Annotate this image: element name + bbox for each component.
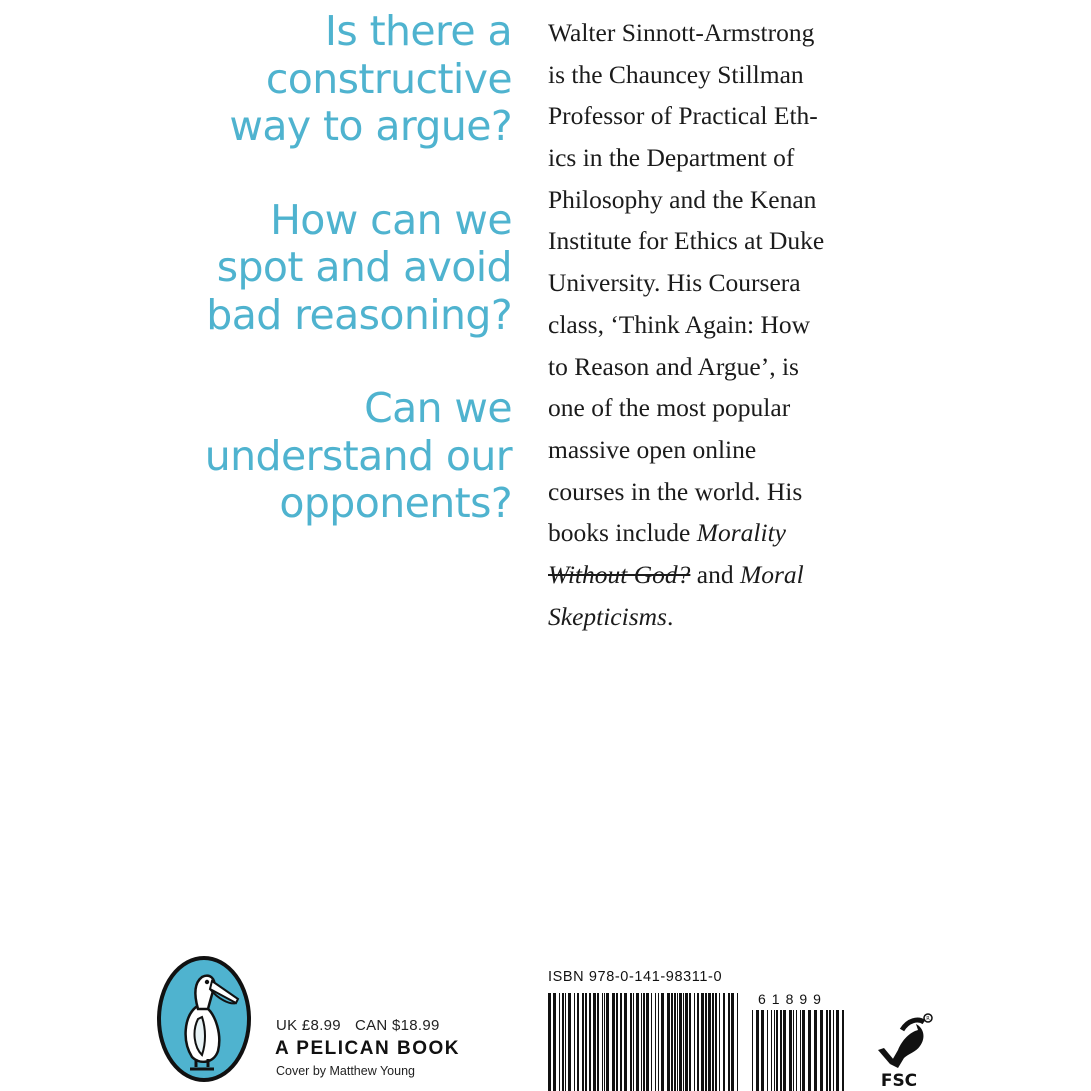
barcode-bar: [643, 993, 645, 1091]
bio-line: [548, 554, 883, 596]
barcode-bar: [655, 993, 656, 1091]
barcode-bar: [808, 1010, 811, 1091]
barcode-bar: [667, 993, 670, 1091]
barcode-bar: [677, 993, 678, 1091]
barcode-bar: [728, 993, 730, 1091]
barcode-bar: [597, 993, 599, 1091]
question-2-line-1: How can we: [270, 195, 512, 244]
barcode-bar: [793, 1010, 794, 1091]
barcode-bar: [776, 1010, 778, 1091]
barcode-bar: [737, 993, 738, 1091]
barcode-bar: [701, 993, 704, 1091]
barcode-bar: [683, 993, 684, 1091]
barcode-bar: [636, 993, 639, 1091]
barcode-bar: [679, 993, 682, 1091]
book-title-1-cont: Without God?: [548, 559, 691, 589]
barcode-bar: [800, 1010, 801, 1091]
book-title-1: Morality: [696, 518, 786, 548]
barcode-bar: [620, 993, 622, 1091]
barcode-bar: [705, 993, 707, 1091]
barcode-bar: [767, 1010, 768, 1091]
barcode-bar: [562, 993, 564, 1091]
addon-code: 61899: [758, 991, 827, 1007]
barcode-bar: [826, 1010, 828, 1091]
barcode-bar: [723, 993, 725, 1091]
bio-line: Institute for Ethics at Duke: [548, 226, 825, 256]
barcode-bar: [604, 993, 605, 1091]
barcode-bar: [585, 993, 587, 1091]
question-2-line-2: spot and avoid: [216, 243, 512, 291]
svg-text:R: R: [926, 1016, 930, 1022]
isbn-label: ISBN 978-0-141-98311-0: [548, 969, 723, 985]
question-3-line-2: understand our: [204, 431, 512, 480]
questions-block: [150, 8, 512, 574]
bio-line: is the Chauncey Stillman: [548, 59, 804, 89]
barcode-bar: [694, 993, 695, 1091]
bio-line: Philosophy and the Kenan: [548, 184, 817, 214]
fsc-label: FSC: [880, 1071, 918, 1090]
barcode-bar: [731, 993, 734, 1091]
barcode-bar: [756, 1010, 759, 1091]
isbn-barcode: [548, 993, 738, 1091]
barcode-bar: [633, 993, 634, 1091]
barcode-bar: [836, 1010, 839, 1091]
barcode-bar: [646, 993, 649, 1091]
bio-line: massive open online: [548, 434, 757, 464]
fsc-tree-logo-icon: [868, 1010, 934, 1090]
question-2: [150, 197, 512, 340]
barcode-bar: [582, 993, 584, 1091]
barcode-bar: [548, 993, 551, 1091]
barcode-bar: [565, 993, 566, 1091]
bio-line: courses in the world. His: [548, 476, 803, 506]
bio-line: to Reason and Argue’, is: [548, 351, 799, 381]
barcode-bar: [624, 993, 627, 1091]
barcode-bar: [761, 1010, 764, 1091]
barcode-bar: [612, 993, 615, 1091]
question-1-line-1: Is there a: [324, 7, 512, 55]
barcode-bar: [774, 1010, 775, 1091]
barcode-bar: [814, 1010, 817, 1091]
barcode-bar: [568, 993, 571, 1091]
barcode-bar: [589, 993, 591, 1091]
cover-credit: Cover by Matthew Young: [276, 1064, 415, 1078]
bio-line: University. His Coursera: [548, 268, 801, 298]
barcode-bar: [577, 993, 579, 1091]
bio-line: [548, 512, 883, 554]
barcode-bar: [802, 1010, 805, 1091]
price-uk: UK £8.99: [276, 1017, 341, 1034]
book-title-2: Moral: [739, 559, 804, 589]
barcode-bar: [593, 993, 596, 1091]
barcode-bar: [752, 1010, 753, 1091]
barcode-bar: [789, 1010, 792, 1091]
barcode-bar: [783, 1010, 786, 1091]
barcode-bar: [651, 993, 652, 1091]
barcode-bar: [796, 1010, 797, 1091]
question-1-line-2: constructive: [265, 54, 512, 103]
barcode-bar: [780, 1010, 782, 1091]
end-period: .: [666, 601, 674, 631]
barcode-bar: [685, 993, 688, 1091]
addon-barcode: [752, 1010, 844, 1091]
bio-line: class, ‘Think Again: How: [548, 309, 811, 339]
barcode-bar: [559, 993, 560, 1091]
barcode-bar: [820, 1010, 823, 1091]
barcode-bar: [661, 993, 664, 1091]
question-1-line-3: way to argue?: [229, 102, 512, 150]
price-line: [276, 1017, 440, 1034]
barcode-bar: [715, 993, 717, 1091]
bio-line: Professor of Practical Eth-: [548, 101, 818, 131]
barcode-bar: [708, 993, 711, 1091]
book-title-2-cont: Skepticisms: [548, 601, 667, 631]
barcode-bar: [671, 993, 673, 1091]
bio-line: one of the most popular: [548, 393, 791, 423]
price-can: CAN $18.99: [354, 1017, 440, 1034]
question-3-line-3: opponents?: [279, 479, 512, 527]
author-bio: [548, 12, 883, 637]
barcode-bar: [697, 993, 699, 1091]
barcode-bar: [606, 993, 609, 1091]
barcode-bar: [641, 993, 642, 1091]
bio-line: Walter Sinnott-Armstrong: [548, 18, 815, 47]
barcode-bar: [719, 993, 720, 1091]
bio-line: ics in the Department of: [548, 143, 795, 173]
barcode-bar: [712, 993, 714, 1091]
barcode-bar: [630, 993, 632, 1091]
barcode-bar: [829, 1010, 831, 1091]
barcode-bar: [574, 993, 575, 1091]
question-1: [150, 8, 512, 151]
barcode-bar: [602, 993, 603, 1091]
barcode-bar: [833, 1010, 834, 1091]
question-3: [150, 385, 512, 528]
barcode-bar: [842, 1010, 844, 1091]
books-intro: books include: [548, 518, 697, 548]
question-2-line-3: bad reasoning?: [206, 290, 512, 339]
question-3-line-1: Can we: [364, 384, 512, 432]
bio-line: [548, 596, 883, 638]
pelican-logo-icon: [156, 955, 252, 1083]
barcode-bar: [674, 993, 676, 1091]
imprint-label: A PELICAN BOOK: [275, 1038, 460, 1059]
barcode-bar: [689, 993, 691, 1091]
and-text: and: [690, 559, 740, 589]
barcode-bar: [616, 993, 618, 1091]
barcode-bar: [771, 1010, 772, 1091]
barcode-bar: [553, 993, 556, 1091]
barcode-bar: [658, 993, 659, 1091]
